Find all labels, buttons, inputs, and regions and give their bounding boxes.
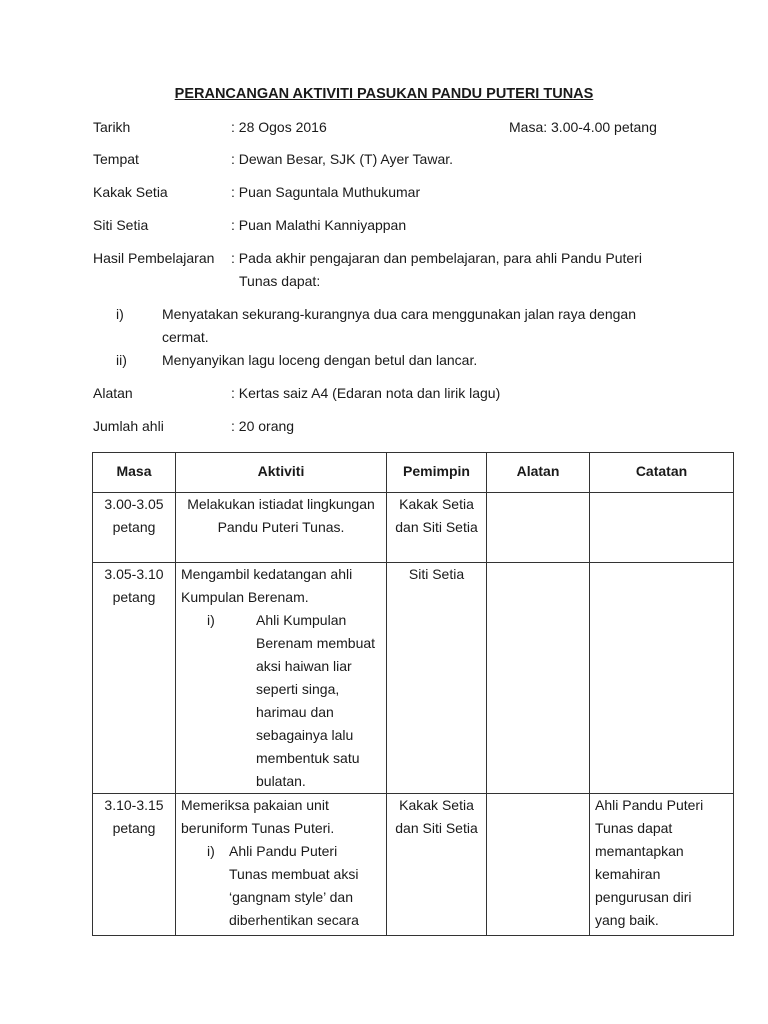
sub-line: Ahli Pandu Puteri: [229, 843, 338, 859]
header-alatan: Alatan: [487, 453, 590, 493]
hasil-value-line2: Tunas dapat:: [239, 273, 321, 289]
kakak-setia-label: Kakak Setia: [93, 184, 168, 200]
aktiviti-line: Mengambil kedatangan ahli: [181, 566, 353, 582]
sub-line: ‘gangnam style’ dan: [229, 889, 354, 905]
hasil-label: Hasil Pembelajaran: [93, 250, 215, 266]
sub-line: diberhentikan secara: [229, 912, 359, 928]
pemimpin-line: Kakak Setia: [399, 496, 474, 512]
catatan-line: memantapkan: [595, 843, 684, 859]
pemimpin-line: Kakak Setia: [399, 797, 474, 813]
cell-catatan: [590, 493, 734, 563]
header-masa: Masa: [93, 453, 176, 493]
cell-alatan: [487, 493, 590, 563]
cell-alatan: [487, 794, 590, 936]
cell-aktiviti: [176, 794, 387, 936]
masa-period: petang: [112, 820, 156, 836]
masa-time: 3.00-3.05: [104, 496, 164, 512]
masa-time: 3.10-3.15: [104, 797, 164, 813]
cell-pemimpin: [387, 563, 487, 794]
sub-line: membentuk satu: [256, 750, 360, 766]
cell-alatan: [487, 563, 590, 794]
sub-line: harimau dan: [256, 704, 334, 720]
aktiviti-sub-item: [181, 840, 386, 932]
objective-number: ii): [116, 352, 127, 368]
sub-item-number: i): [207, 612, 215, 628]
pemimpin-line: Siti Setia: [408, 566, 465, 582]
hasil-value-line1: : Pada akhir pengajaran dan pembelajaran, para ahli Pandu Puteri: [231, 250, 642, 266]
tarikh-value: : 28 Ogos 2016: [231, 119, 327, 135]
header-aktiviti: Aktiviti: [176, 453, 387, 493]
header-catatan: Catatan: [590, 453, 734, 493]
cell-aktiviti: [176, 563, 387, 794]
jumlah-ahli-value: : 20 orang: [231, 418, 295, 434]
catatan-line: kemahiran: [595, 866, 661, 882]
catatan-line: Ahli Pandu Puteri: [595, 797, 704, 813]
masa-period: petang: [112, 589, 156, 605]
masa-time: 3.05-3.10: [104, 566, 164, 582]
tempat-label: Tempat: [93, 151, 139, 167]
objective-text: Menyanyikan lagu loceng dengan betul dan lancar.: [162, 352, 478, 368]
cell-aktiviti: [176, 493, 387, 563]
cell-masa: [93, 794, 176, 936]
table-row: [93, 794, 734, 936]
kakak-setia-value: : Puan Saguntala Muthukumar: [231, 184, 421, 200]
pemimpin-line: dan Siti Setia: [395, 519, 478, 535]
objective-text: Menyatakan sekurang-kurangnya dua cara menggunakan jalan raya dengan: [162, 306, 636, 322]
sub-line: Tunas membuat aksi: [229, 866, 359, 882]
jumlah-ahli-label: Jumlah ahli: [93, 418, 164, 434]
catatan-line: yang baik.: [595, 912, 659, 928]
objective-text-cont: cermat.: [162, 329, 209, 345]
cell-catatan: [590, 563, 734, 794]
cell-pemimpin: [387, 493, 487, 563]
masa-period: petang: [112, 519, 156, 535]
sub-item-number: i): [207, 843, 215, 859]
table-row: [93, 563, 734, 794]
sub-line: bulatan.: [256, 773, 306, 789]
cell-pemimpin: [387, 794, 487, 936]
aktiviti-sub-item: [181, 609, 386, 793]
aktiviti-line: Memeriksa pakaian unit: [181, 797, 329, 813]
aktiviti-line: beruniform Tunas Puteri.: [181, 820, 335, 836]
catatan-line: Tunas dapat: [595, 820, 673, 836]
alatan-value: : Kertas saiz A4 (Edaran nota dan lirik lagu): [231, 385, 501, 401]
catatan-line: pengurusan diri: [595, 889, 692, 905]
sub-line: aksi haiwan liar: [256, 658, 352, 674]
aktiviti-line: Pandu Puteri Tunas.: [217, 519, 345, 535]
activity-table: [92, 452, 734, 936]
table-header-row: [93, 453, 734, 493]
cell-masa: [93, 493, 176, 563]
masa-value: Masa: 3.00-4.00 petang: [509, 119, 657, 135]
alatan-label: Alatan: [93, 385, 133, 401]
sub-line: Ahli Kumpulan: [256, 612, 347, 628]
sub-line: seperti singa,: [256, 681, 340, 697]
siti-setia-value: : Puan Malathi Kanniyappan: [231, 217, 407, 233]
cell-catatan: [590, 794, 734, 936]
tarikh-label: Tarikh: [93, 119, 131, 135]
sub-line: sebagainya lalu: [256, 727, 354, 743]
sub-item-text: [229, 840, 359, 932]
tempat-value: : Dewan Besar, SJK (T) Ayer Tawar.: [231, 151, 454, 167]
aktiviti-line: Melakukan istiadat lingkungan: [187, 496, 375, 512]
sub-item-text: [256, 609, 375, 793]
document-title: PERANCANGAN AKTIVITI PASUKAN PANDU PUTERI TUNAS: [174, 86, 594, 102]
table-row: [93, 493, 734, 563]
siti-setia-label: Siti Setia: [93, 217, 149, 233]
aktiviti-line: Kumpulan Berenam.: [181, 589, 309, 605]
cell-masa: [93, 563, 176, 794]
header-pemimpin: Pemimpin: [387, 453, 487, 493]
sub-line: Berenam membuat: [256, 635, 376, 651]
objective-number: i): [116, 306, 124, 322]
pemimpin-line: dan Siti Setia: [395, 820, 478, 836]
